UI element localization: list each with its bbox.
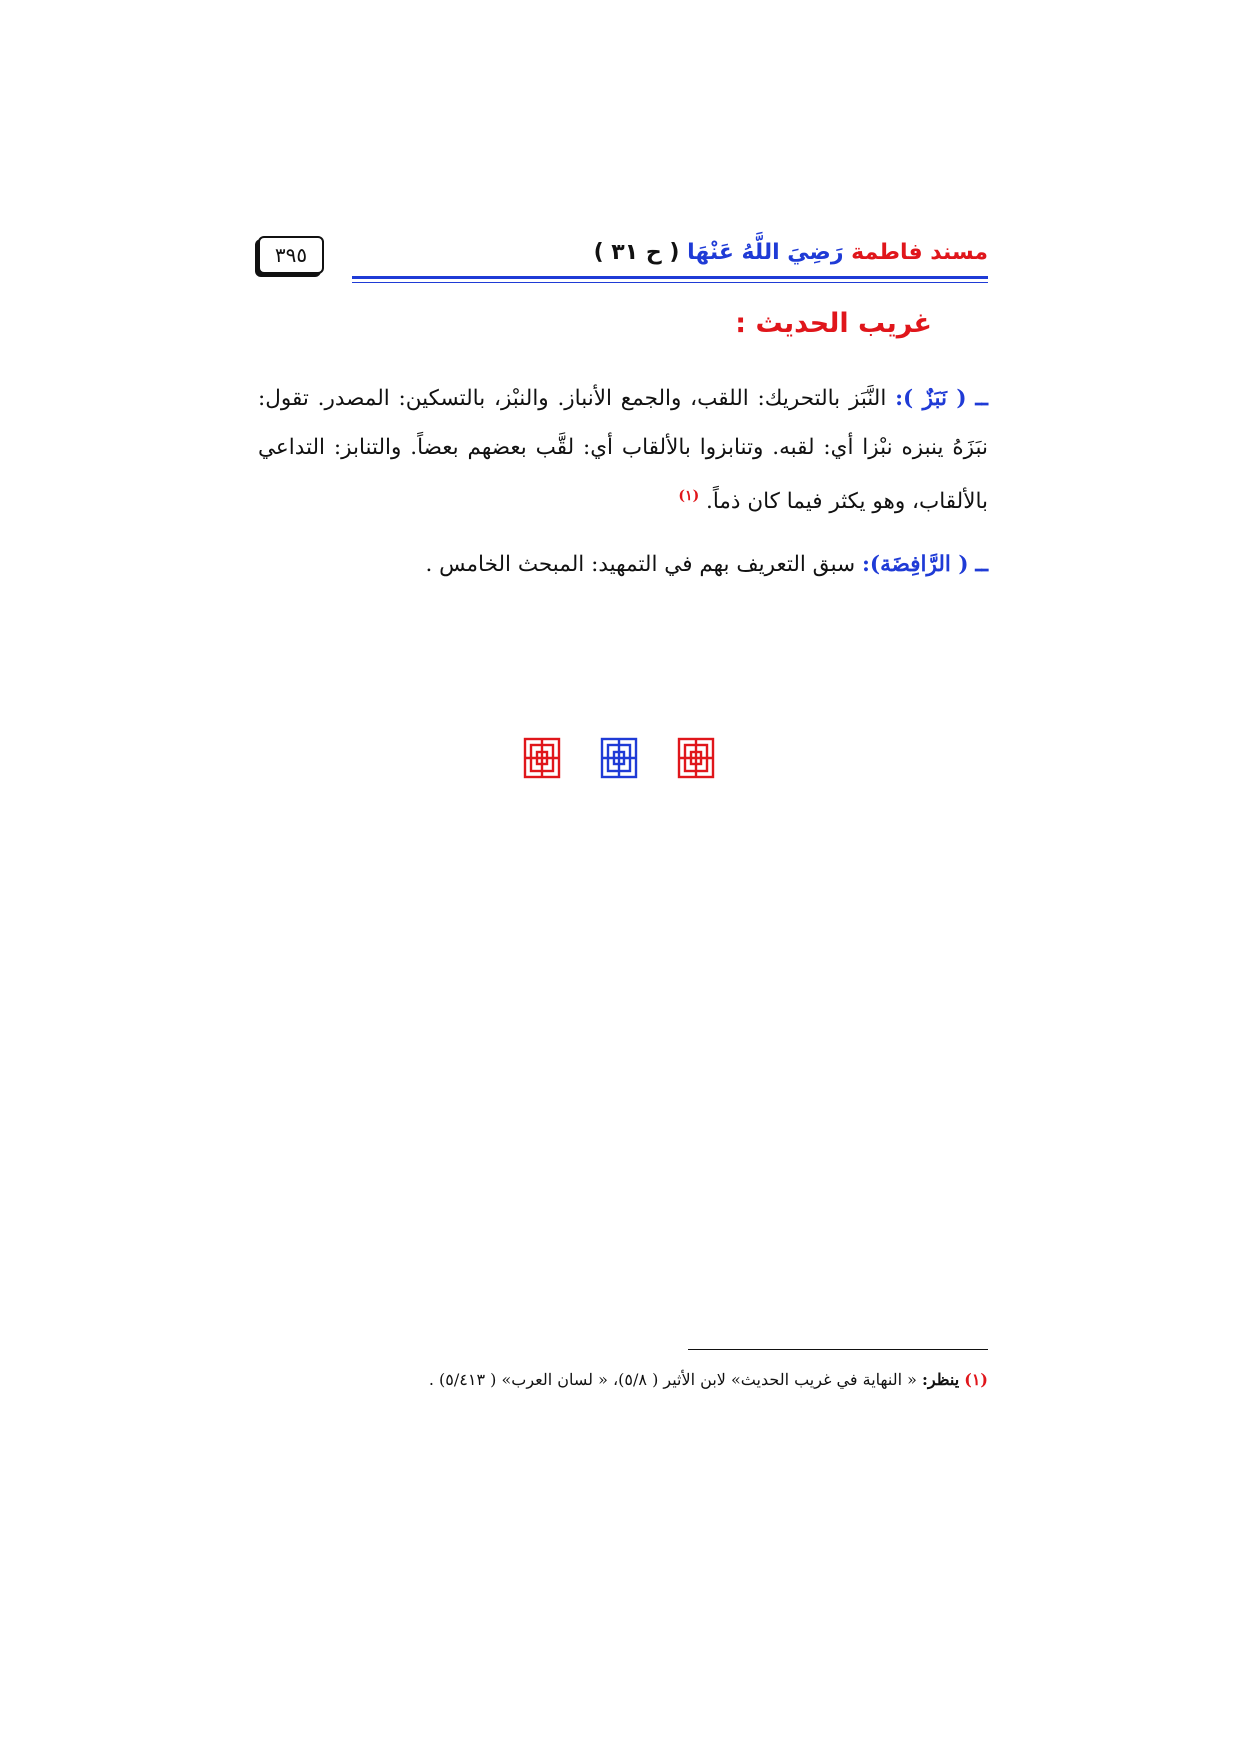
section-divider-ornaments <box>522 736 716 782</box>
header-rule <box>352 276 988 279</box>
footnote-ref[interactable]: (١) <box>678 488 700 504</box>
definition-text: سبق التعريف بهم في التمهيد: المبحث الخامس . <box>425 552 856 578</box>
footnote-1 <box>258 1366 988 1394</box>
header-title <box>594 240 988 265</box>
section-title: غريب الحديث : <box>735 308 932 339</box>
paragraph-nabaz <box>258 374 988 526</box>
header-rule-thin <box>352 282 988 283</box>
knot-ornament-icon <box>676 736 716 780</box>
hadith-ref: ( ح ٣١ ) <box>593 240 680 265</box>
footnote-text: « النهاية في غريب الحديث» لابن الأثير ( ٥/٨)، « لسان العرب» ( ٥/٤١٣) . <box>428 1370 917 1389</box>
honorific: رَضِيَ اللَّهُ عَنْهَا <box>687 240 844 265</box>
page-number: ٣٩٥ <box>258 236 324 274</box>
term-nabaz: ( نَبَزٌ ): <box>895 386 967 411</box>
running-header <box>258 232 988 292</box>
knot-ornament-icon <box>522 736 562 780</box>
footnote-separator <box>688 1349 988 1350</box>
ornament-red-right <box>679 739 713 777</box>
ornament-blue-center <box>602 739 636 777</box>
definition-text: النَّبَز بالتحريك: اللقب، والجمع الأنباز. والنبْز، بالتسكين: المصدر. تقول: نبَزَهُ ينبزه نبْزا أي: لقبه. وتنابزوا بالألقاب أي: لقَّب بعضهم بعضاً. والتنابز: التداعي بالألقاب، وهو يكثر فيما كان ذماً. <box>258 386 988 515</box>
footnote-number: (١) <box>964 1370 988 1389</box>
footnote-keyword: ينظر: <box>922 1370 960 1389</box>
ornament-red-left <box>525 739 559 777</box>
paragraph-rafida <box>258 540 988 589</box>
body-text <box>258 374 988 589</box>
entry-dash: ــ <box>975 552 988 578</box>
book-title: مسند فاطمة <box>851 240 988 265</box>
knot-ornament-icon <box>599 736 639 780</box>
entry-dash: ــ <box>975 386 988 411</box>
term-rafida: ( الرَّافِضَة): <box>861 552 969 578</box>
